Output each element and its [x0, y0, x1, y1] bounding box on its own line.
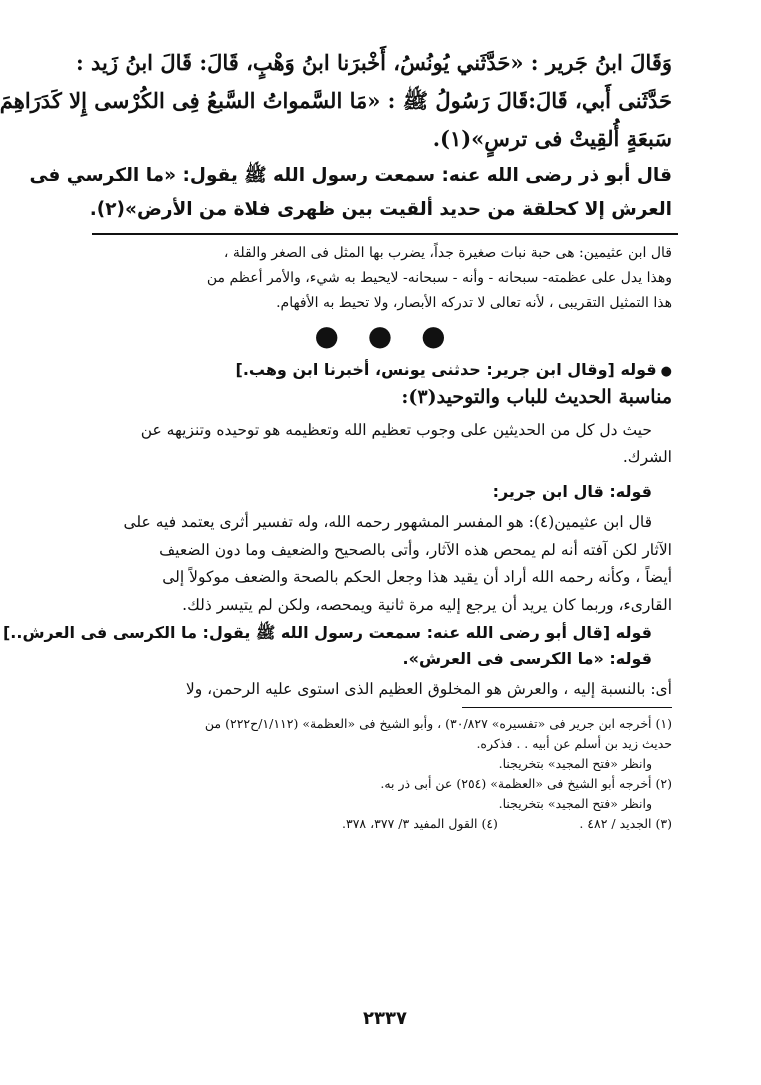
- section-1-body-line-2: الشرك.: [622, 448, 672, 467]
- section-3-body-line-1: أى: بالنسبة إليه ، والعرش هو المخلوق العظيم الذى استوى عليه الرحمن، ولا: [185, 679, 672, 698]
- section-2-line-1: قال ابن عثيمين(٤): هو المفسر المشهور رحمه الله، وله تفسير أثرى يعتمد فيه على: [123, 513, 652, 532]
- footnote-2-line-2: وانظر «فتح المجيد» بتخريجنا.: [498, 796, 652, 812]
- section-1-subtitle: [98, 386, 672, 409]
- section-3-subtitle: قوله: «ما الكرسى فى العرش».: [402, 648, 652, 668]
- section-2-line-2: الآثار لكن آفته أنه لم يمحص هذه الآثار، وأتى بالصحيح والضعيف وما دون الضعيف: [159, 540, 672, 559]
- commentary-line-1: قال ابن عثيمين: هى حبة نبات صغيرة جداً، يضرب بها المثل فى الصغر والقلة ،: [223, 244, 672, 261]
- footnote-1-line-3: وانظر «فتح المجيد» بتخريجنا.: [498, 756, 652, 772]
- section-1-body-line-1: حيث دل كل من الحديثين على وجوب تعظيم الله وتعظيمه هو توحيده وتنزيهه عن: [140, 420, 652, 439]
- footnotes: [98, 716, 672, 831]
- hadith-1-line-2: حَدَّثَنى أَبي، قَالَ:قَالَ رَسُولُ ﷺ : «مَا السَّمواتُ السَّبعُ فِى الكُرْسى إِلا كَدَرَاهِمَ: [0, 88, 672, 114]
- section-2: [98, 482, 672, 615]
- bullet-icon: ●: [660, 364, 672, 380]
- section-1-title-text: قوله [وقال ابن جرير: حدثنى يونس، أخبرنا ابن وهب.]: [235, 360, 657, 380]
- page: [0, 50, 672, 1040]
- footnote-divider: [462, 707, 672, 708]
- section-1-title: [98, 360, 672, 380]
- page-number: ٢٣٣٧: [363, 1008, 407, 1029]
- hadith-block-2: [29, 164, 672, 221]
- section-3-title: قوله [قال أبو رضى الله عنه: سمعت رسول الله ﷺ يقول: ما الكرسى فى العرش..]: [2, 623, 652, 643]
- section-divider: [92, 233, 678, 235]
- footnote-3-4-row: [342, 816, 672, 831]
- commentary-line-2: وهذا يدل على عظمته- سبحانه - وأنه - سبحانه- لايحيط به شيء، والأمر أعظم من: [206, 269, 672, 286]
- footnote-1-line-1: (١) أخرجه ابن جرير فى «تفسيره» ٣٠/٨٢٧) ، وأبو الشيخ فى «العظمة» (١/١١٢/ح٢٢٢) من: [204, 716, 672, 732]
- section-2-title: قوله: قال ابن جرير:: [492, 481, 652, 501]
- footnote-2-line-1: (٢) أخرجه أبو الشيخ فى «العظمة» (٢٥٤) عن أبى ذر به.: [380, 776, 672, 792]
- section-1-subtitle-text: مناسبة الحديث للباب والتوحيد: [436, 385, 672, 408]
- hadith-block-1: [0, 50, 672, 152]
- dots-separator: ● ● ●: [314, 319, 456, 353]
- hadith-2-line-2: العرش إلا كحلقة من حديد ألقيت بين ظهرى فلاة من الأرض»(٢).: [89, 198, 672, 220]
- section-2-line-4: القارىء، وربما كان يريد أن يرجع إليه مرة ثانية ويمحصه، ولكن لم يتيسر ذلك.: [182, 595, 672, 614]
- section-2-line-3: أيضاً ، وكأنه رحمه الله أراد أن يقيد هذا وجعل الحكم بالصحة والضعف موكولاً إلى: [162, 568, 672, 587]
- hadith-1-line-1: وَقَالَ ابنُ جَرير : «حَدَّثَني يُونُسُ، أَخْبرَنا ابنُ وَهْبٍ، قَالَ: قَالَ ابنُ زَيد :: [75, 50, 672, 75]
- footnote-3: (٣) الجديد / ٤٨٢ .: [579, 816, 672, 832]
- hadith-2-line-1: قال أبو ذر رضى الله عنه: سمعت رسول الله ﷺ يقول: «ما الكرسي فى: [29, 164, 672, 186]
- section-3: [2, 623, 672, 698]
- footnote-4: (٤) القول المفيد ٣/ ٣٧٧، ٣٧٨.: [342, 816, 498, 832]
- commentary-line-3: هذا التمثيل التقريبى ، لأنه تعالى لا تدركه الأبصار، ولا تحيط به الأفهام.: [276, 294, 672, 311]
- footnote-1-line-2: حديث زيد بن أسلم عن أبيه . . فذكره.: [476, 736, 672, 752]
- section-1-subtitle-note: (٣):: [401, 385, 437, 408]
- hadith-1-line-3: سَبعَةٍ أُلقِيتْ فى ترسٍ»(١).: [432, 126, 672, 152]
- commentary-block: [98, 245, 672, 311]
- section-1: [98, 360, 672, 467]
